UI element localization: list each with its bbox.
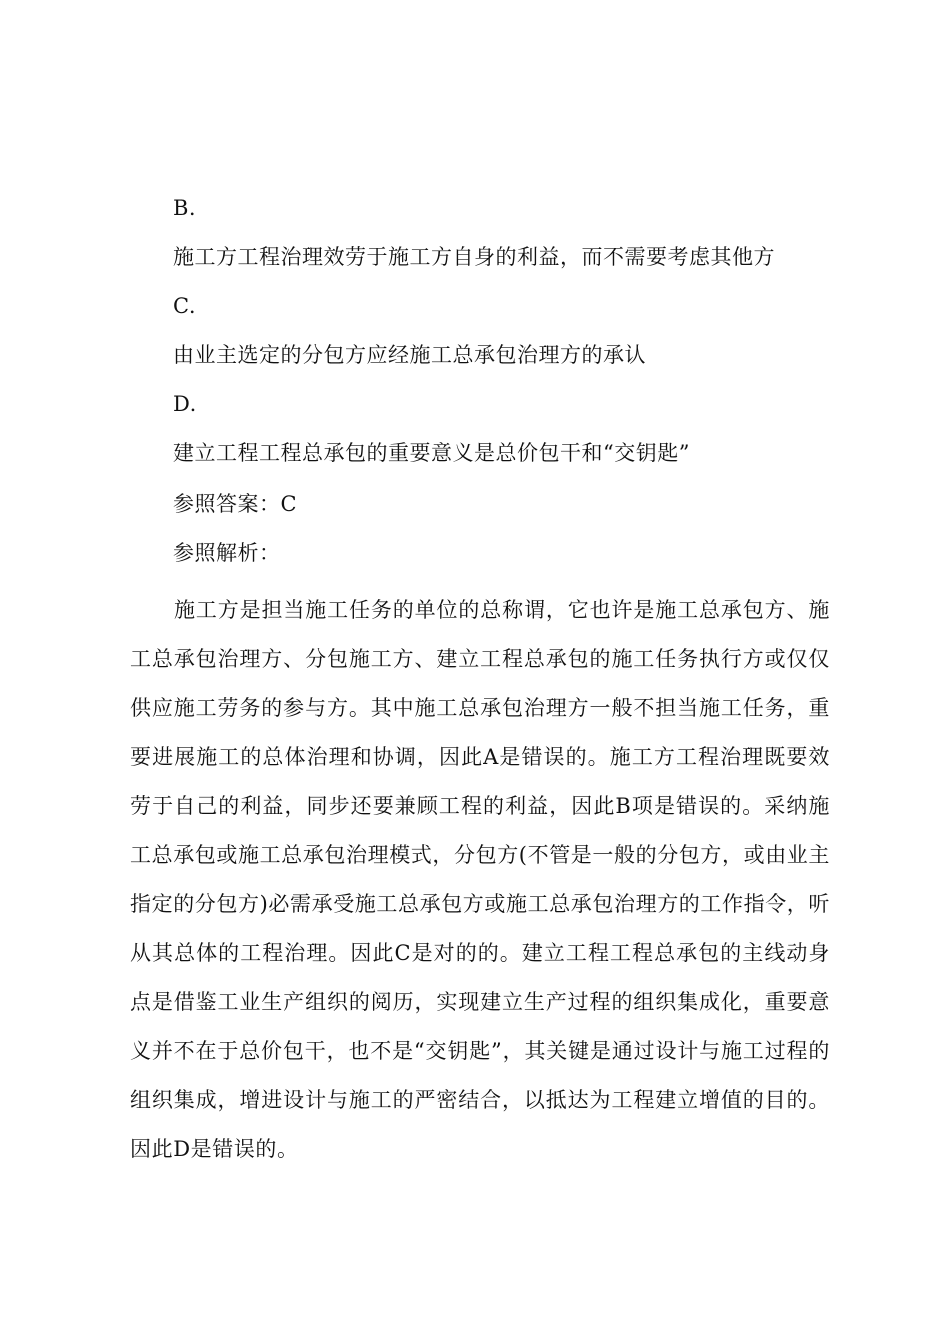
option-b-label: B. xyxy=(173,196,197,220)
analysis-heading: 参照解析： xyxy=(173,541,281,565)
option-c-label: C. xyxy=(173,294,196,318)
option-b-text: 施工方工程治理效劳于施工方自身的利益，而不需要考虑其他方 xyxy=(173,245,775,269)
option-d-label: D. xyxy=(173,392,197,416)
answer-line: 参照答案：C xyxy=(173,492,298,516)
option-c-text: 由业主选定的分包方应经施工总承包治理方的承认 xyxy=(173,343,646,367)
option-d-text: 建立工程工程总承包的重要意义是总价包干和“交钥匙” xyxy=(173,441,690,465)
analysis-body: 施工方是担当施工任务的单位的总称谓，它也许是施工总承包方、施工总承包治理方、分包施工方、建立工程总承包的施工任务执行方或仅仅供应施工劳务的参与方。其中施工总承包治理方一般不担当施工任务，重要进展施工的总体治理和协调，因此A是错误的。施工方工程治理既要效劳于自己的利益，同步还要兼顾工程的利益，因此B项是错误的。采纳施工总承包或施工总承包治理模式，分包方(不管是一般的分包方，或由业主指定的分包方)必需承受施工总承包方或施工总承包治理方的工作指令，听从其总体的工程治理。因此C是对的的。建立工程工程总承包的主线动身点是借鉴工业生产组织的阅历，实现建立生产过程的组织集成化，重要意义并不在于总价包干，也不是“交钥匙”，其关键是通过设计与施工过程的组织集成，增进设计与施工的严密结合，以抵达为工程建立增值的目的。因此D是错误的。 xyxy=(130,598,830,1161)
